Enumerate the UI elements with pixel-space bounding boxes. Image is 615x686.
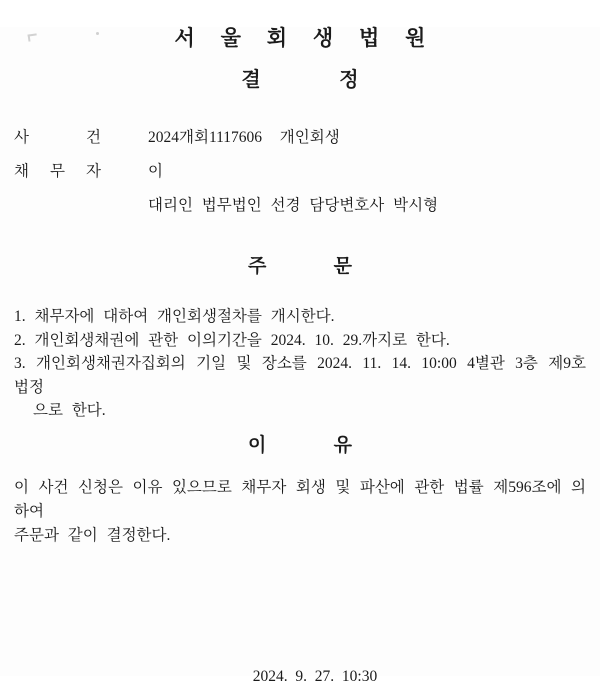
case-number-row: [14, 127, 586, 148]
debtor-value: 이: [148, 163, 163, 180]
order-section-heading: 주 문: [248, 256, 352, 277]
court-decision-document: [0, 27, 600, 685]
debtor-label: 채 무 자: [14, 163, 101, 180]
reason-line-2: 주문과 같이 결정한다.: [14, 526, 171, 544]
datetime-stamp: 2024. 9. 27. 10:30: [252, 667, 378, 685]
reason-line-1: 이 사건 신청은 이유 있으므로 채무자 회생 및 파산에 관한 법률 제596조에 의하여: [14, 478, 586, 520]
reason-section-heading: 이 유: [248, 434, 352, 456]
order-list: [0, 305, 600, 423]
order-line-3: 3. 개인회생채권자집회의 기일 및 장소를 2024. 11. 14. 10:00 4별관 3층 제9호 법정: [14, 355, 586, 396]
order-line-1: 1. 채무자에 대하여 개인회생절차를 개시한다.: [14, 308, 335, 325]
representative-label: [14, 195, 101, 216]
case-info-section: [0, 127, 600, 216]
scan-artifact: [96, 32, 99, 35]
case-number-label: 사 건: [14, 129, 101, 146]
debtor-row: [14, 161, 586, 182]
scan-artifact: [28, 33, 38, 41]
decision-title: 결 정: [241, 69, 359, 91]
court-name-title: 서 울 회 생 법 원: [174, 27, 426, 50]
case-number-value: 2024개회1117606 개인회생: [148, 129, 340, 146]
order-line-3-continuation: 으로 한다.: [33, 402, 106, 419]
order-line-2: 2. 개인회생채권에 관한 이의기간을 2024. 10. 29.까지로 한다.: [14, 331, 450, 349]
representative-row: [14, 195, 586, 216]
representative-value: 대리인 법무법인 선경 담당변호사 박시형: [148, 197, 439, 214]
reason-body: [0, 476, 600, 548]
